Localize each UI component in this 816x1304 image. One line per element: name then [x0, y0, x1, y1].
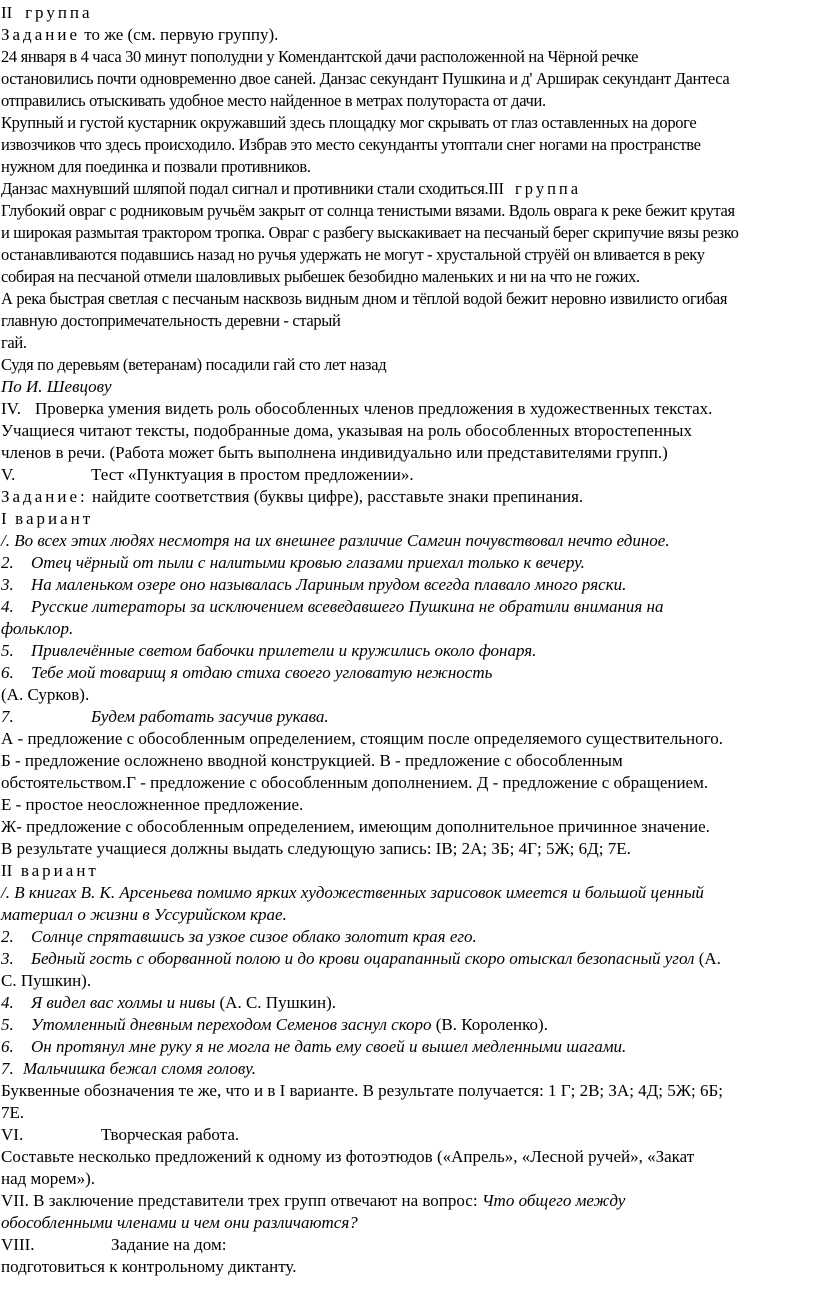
item-number: 5. [1, 641, 14, 660]
group2-heading [1, 2, 815, 24]
text-line: над морем»). [1, 1169, 96, 1188]
section-number: VIII. [1, 1235, 35, 1254]
legend-line: Ж- предложение с обособленным определением, имеющим дополнительное причинное значение. [1, 817, 710, 836]
section8-line [1, 1234, 815, 1256]
group2-task [1, 24, 815, 46]
variant-number: I [1, 509, 7, 528]
item-number: 6. [1, 663, 14, 682]
variant1-heading [1, 508, 815, 530]
question-text: Что общего между [481, 1191, 626, 1210]
item-text: Он протянул мне руку я не могла не дать ему своей и вышел медленными шагами. [31, 1037, 627, 1056]
list-item [1, 640, 815, 662]
item-number: 5. [1, 1015, 14, 1034]
item-text: Утомленный дневным переходом Семенов заснул скоро [31, 1015, 432, 1034]
item-number: 3. [1, 949, 14, 968]
list-item [1, 552, 815, 574]
text-line: Составьте несколько предложений к одному из фотоэтюдов («Апрель», «Лесной ручей», «Закат [1, 1147, 695, 1166]
item-text: Русские литераторы за исключением всеведавшего Пушкина не обратили внимания на [31, 597, 664, 616]
legend-line: Б - предложение осложнено вводной конструкцией. В - предложение с обособленным [1, 751, 623, 770]
item-text: Солнце спрятавшись за узкое сизое облако золотит края его. [31, 927, 477, 946]
list-item [1, 948, 815, 970]
text-line: и широкая размытая трактором тропка. Овраг с разбегу выскакивает на песчаный берег скрипучие вязы резко [1, 223, 739, 242]
text-line: Крупный и густой кустарник окружавший здесь площадку мог скрывать от глаз оставленных на дороге [1, 113, 697, 132]
list-item [1, 992, 815, 1014]
item-text: Мальчишка бежал сломя голову. [23, 1059, 257, 1078]
section-title: Задание на дом: [111, 1235, 227, 1254]
text-line: остановились почти одновременно двое саней. Данзас секундант Пушкина и д' Арширак секундант Дантеса [1, 69, 730, 88]
list-item [1, 1058, 815, 1080]
item-number: 2. [1, 927, 14, 946]
group-word: группа [25, 3, 93, 22]
section-number: V. [1, 465, 16, 484]
question-line: обособленными членами и чем они различаются? [1, 1213, 358, 1232]
text-line: главную достопримечательность деревни - старый [1, 311, 341, 330]
text-line: А река быстрая светлая с песчаным насквозь видным дном и тёплой водой бежит неровно извилисто огибая [1, 289, 728, 308]
section-title: Творческая работа. [101, 1125, 240, 1144]
item-number: 4. [1, 993, 14, 1012]
text-line [1, 178, 815, 200]
item-number: 7. [1, 1059, 14, 1078]
item-text: Во всех этих людях несмотря на их внешнее различие Самгин почувствовал нечто единое. [14, 531, 670, 550]
text-span: Данзас махнувший шляпой подал сигнал и противники стали сходиться. [1, 179, 489, 198]
text-line: собирая на песчаной отмели шаловливых рыбешек безобидно маленьких и ни на что не гожих. [1, 267, 640, 286]
legend-line: обстоятельством.Г - предложение с обособленным дополнением. Д - предложение с обращением. [1, 773, 709, 792]
group-number: II [1, 3, 13, 22]
result-line: 7Е. [1, 1103, 25, 1122]
list-item [1, 596, 815, 618]
text-line: отправились отыскивать удобное место найденное в метрах полуторaста от дачи. [1, 91, 546, 110]
item-source: (А. Сурков). [1, 685, 90, 704]
variant-word: вариант [15, 509, 94, 528]
variant-word: вариант [20, 861, 99, 880]
task-label: Задание: [1, 487, 88, 506]
item-text: Привлечённые светом бабочки прилетели и кружились около фонаря. [31, 641, 537, 660]
legend-line: А - предложение с обособленным определением, стоящим после определяемого существительного. [1, 729, 723, 748]
list-item: /. В книгах В. К. Арсеньева помимо ярких художественных зарисовок имеется и большой ценный [1, 883, 704, 902]
list-item [1, 662, 815, 684]
item-text: Тебе мой товарищ я отдаю стиха своего угловатую нежность [31, 663, 493, 682]
list-item [1, 574, 815, 596]
section-number: IV. [1, 399, 21, 418]
text-line: нужном для поединка и позвали противников. [1, 157, 311, 176]
text-line: гай. [1, 333, 27, 352]
task-text: то же (см. первую группу). [80, 25, 279, 44]
item-number: 3. [1, 575, 14, 594]
text-line: 24 января в 4 часа 30 минут пополудни у Комендантской дачи расположенной на Чёрной речке [1, 47, 639, 66]
task-label: Задание [1, 25, 80, 44]
item-number: /. [1, 531, 10, 550]
section-number: VI. [1, 1125, 24, 1144]
legend-line: Е - простое неосложненное предложение. [1, 795, 304, 814]
list-item [1, 1036, 815, 1058]
section6-line [1, 1124, 815, 1146]
item-source: С. Пушкин). [1, 971, 92, 990]
item-number: 2. [1, 553, 14, 572]
item-text: Я видел вас холмы и нивы [31, 993, 216, 1012]
item-number: 7. [1, 707, 14, 726]
variant2-heading [1, 860, 815, 882]
list-item-continuation: материал о жизни в Уссурийском крае. [1, 905, 287, 924]
text-span: В заключение представители трех групп отвечают на вопрос: [28, 1191, 482, 1210]
item-source: (А. [694, 949, 721, 968]
text-line: Судя по деревьям (ветеранам) посадили гай сто лет назад [1, 355, 387, 374]
legend-line: В результате учащиеся должны выдать следующую запись: IВ; 2А; ЗБ; 4Г; 5Ж; 6Д; 7Е. [1, 839, 631, 858]
item-text: Бедный гость с оборванной полою и до крови оцарапанный скоро отыскал безопасный угол [31, 949, 695, 968]
item-source: (А. С. Пушкин). [215, 993, 337, 1012]
item-number: 6. [1, 1037, 14, 1056]
group-number: III [488, 179, 504, 198]
group-word: группа [515, 179, 582, 198]
text-line: членов в речи. (Работа может быть выполнена индивидуально или представителями групп.) [1, 443, 668, 462]
text-line: Глубокий овраг с родниковым ручьём закрыт от солнца тенистыми вязами. Вдоль оврага к реке бежит крутая [1, 201, 735, 220]
item-number: 4. [1, 597, 14, 616]
section5-task [1, 486, 815, 508]
list-item [1, 926, 815, 948]
section7-line [1, 1190, 815, 1212]
text-line: извозчиков что здесь происходило. Избрав это место секунданты утоптали снег ногами на пространстве [1, 135, 701, 154]
list-item-continuation: фольклор. [1, 619, 74, 638]
section5-line [1, 464, 815, 486]
section-title: Тест «Пунктуация в простом предложении». [91, 465, 414, 484]
section4-line [1, 398, 815, 420]
item-text: Будем работать засучив рукава. [91, 707, 329, 726]
author-line: По И. Шевцову [1, 377, 112, 396]
item-text: На маленьком озере оно называлась Лариным прудом всегда плавало много ряски. [31, 575, 627, 594]
result-line: Буквенные обозначения те же, что и в I варианте. В результате получается: 1 Г; 2В; ЗА; 4Д; 5Ж; 6Б; [1, 1081, 723, 1100]
section-number: VII. [1, 1191, 29, 1210]
text-line: останавливаются подавшись назад но ручья удержать не могут - хрустальной струёй он вливается в реку [1, 245, 705, 264]
list-item [1, 1014, 815, 1036]
text-span: Проверка умения видеть роль обособленных членов предложения в художественных текстах. [35, 399, 713, 418]
list-item [1, 706, 815, 728]
item-text: Отец чёрный от пыли с налитыми кровью глазами приехал только к вечеру. [31, 553, 585, 572]
item-source: (В. Короленко). [431, 1015, 548, 1034]
task-text: найдите соответствия (буквы цифре), расставьте знаки препинания. [87, 487, 584, 506]
list-item [1, 530, 815, 552]
text-line: Учащиеся читают тексты, подобранные дома, указывая на роль обособленных второстепенных [1, 421, 692, 440]
homework-text: подготовиться к контрольному диктанту. [1, 1257, 297, 1276]
variant-number: II [1, 861, 13, 880]
